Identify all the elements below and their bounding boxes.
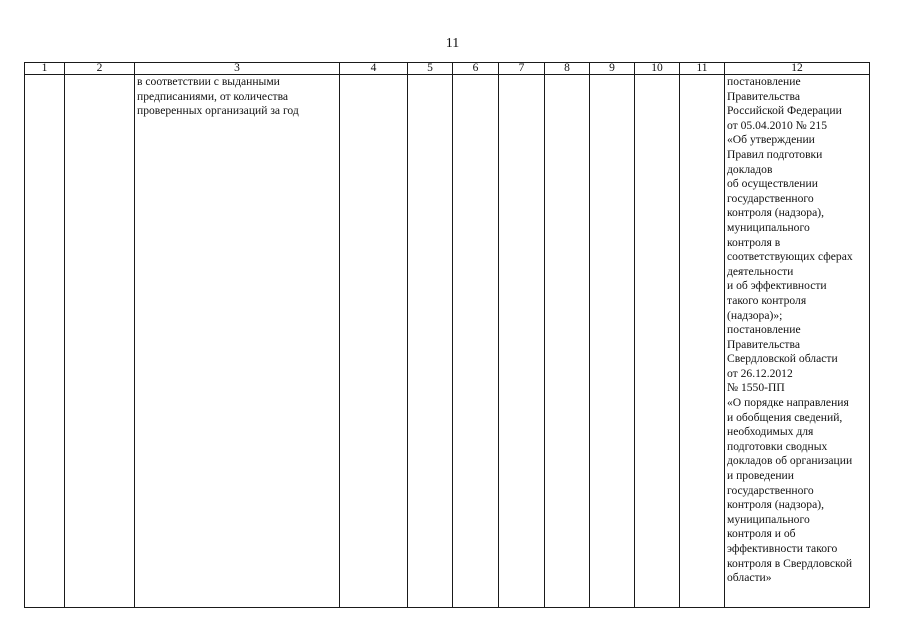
column-header-10: 10: [635, 63, 680, 75]
cell-col6: [453, 75, 499, 608]
column-header-12: 12: [725, 63, 870, 75]
cell-col5: [408, 75, 453, 608]
column-header-9: 9: [590, 63, 635, 75]
column-header-8: 8: [545, 63, 590, 75]
cell-col10: [635, 75, 680, 608]
cell-col4: [340, 75, 408, 608]
column-header-2: 2: [65, 63, 135, 75]
column-header-4: 4: [340, 63, 408, 75]
column-header-3: 3: [135, 63, 340, 75]
cell-col7: [499, 75, 545, 608]
cell-col12-legal-basis: постановление Правительства Российской Федерации от 05.04.2010 № 215 «Об утверждении Правил подготовки докладов об осуществлении государственного контроля (надзора), муниципального контроля в соответствующих сферах деятельности и об эффективности такого контроля (надзора)»; постановление Правительства Свердловской области от 26.12.2012 № 1550-ПП «О порядке направления и обобщения сведений, необходимых для подготовки сводных докладов об организации и проведении государственного контроля (надзора), муниципального контроля и об эффективности такого контроля в Свердловской области»: [725, 75, 870, 608]
regulation-table: [24, 62, 870, 608]
cell-col1: [25, 75, 65, 608]
column-header-11: 11: [680, 63, 725, 75]
cell-col11: [680, 75, 725, 608]
cell-col2: [65, 75, 135, 608]
cell-col3-indicator-text: в соответствии с выданными предписаниями, от количества проверенных организаций за год: [135, 75, 340, 608]
column-header-6: 6: [453, 63, 499, 75]
cell-col8: [545, 75, 590, 608]
column-header-5: 5: [408, 63, 453, 75]
column-header-1: 1: [25, 63, 65, 75]
cell-col9: [590, 75, 635, 608]
column-header-7: 7: [499, 63, 545, 75]
column-number-row: [25, 63, 870, 75]
table-row: [25, 75, 870, 608]
page-number: 11: [445, 36, 460, 51]
